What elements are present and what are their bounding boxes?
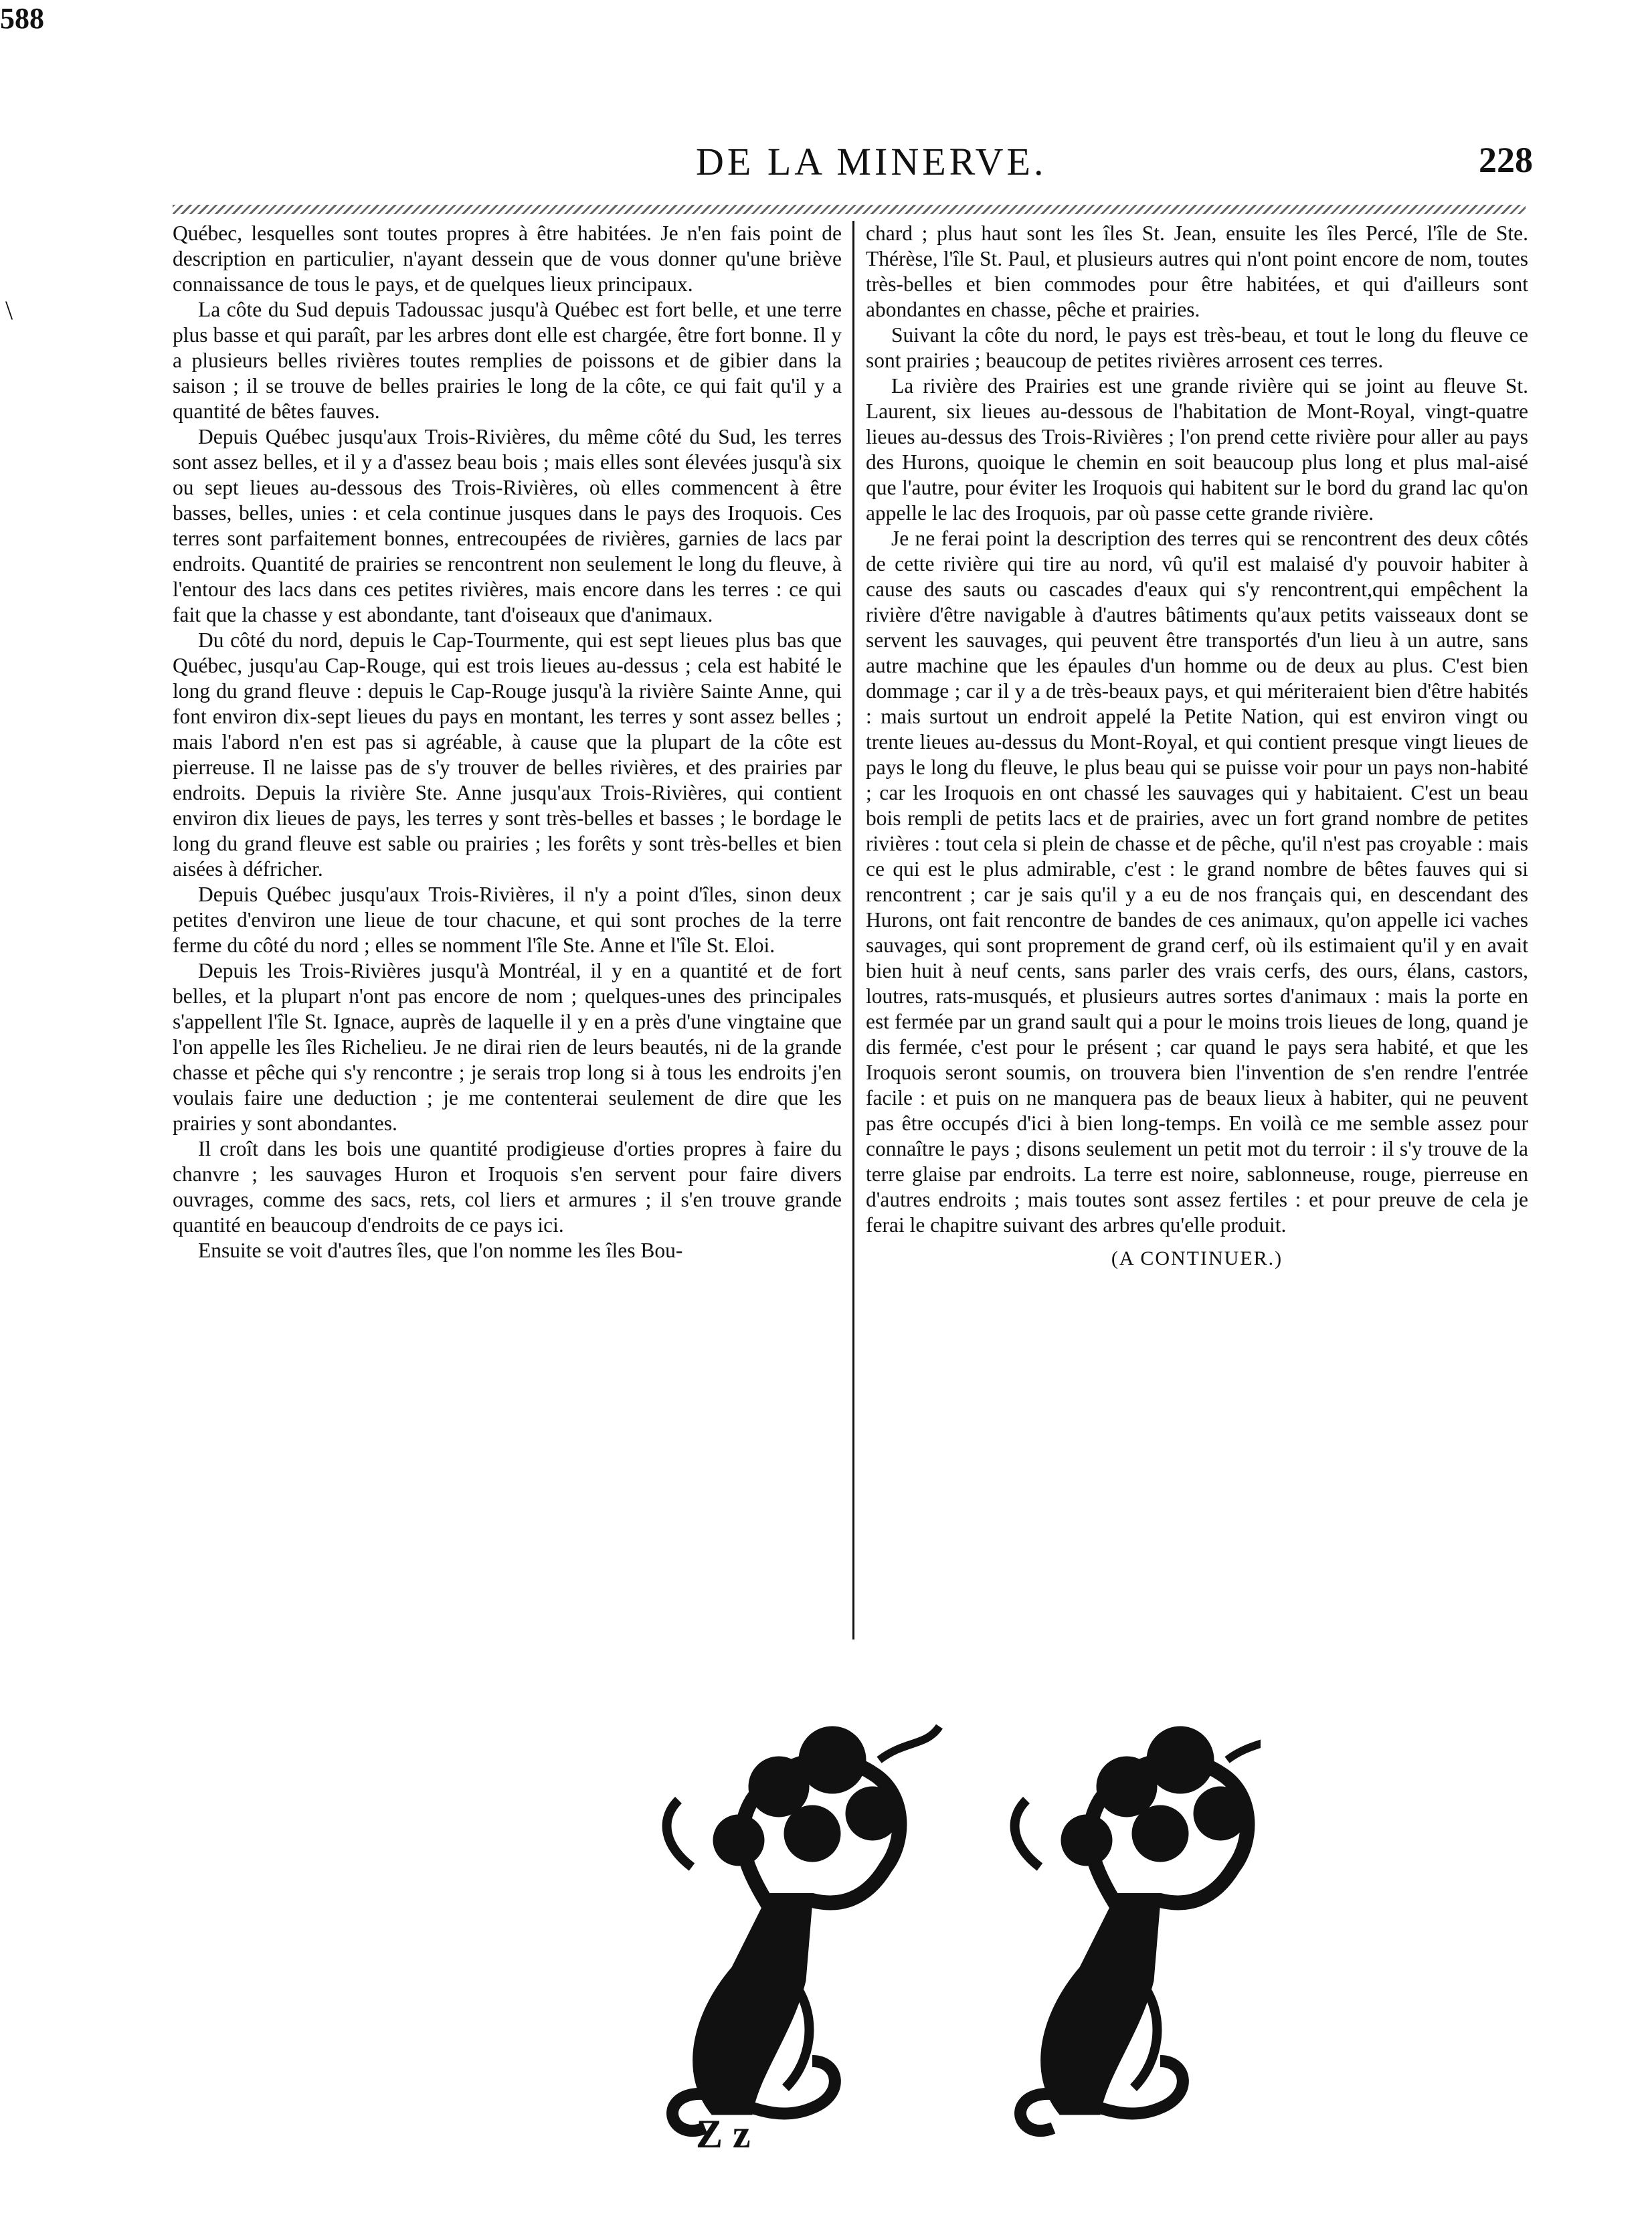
page-number: 228	[1479, 140, 1533, 180]
right-column	[866, 221, 1528, 1271]
paragraph: La côte du Sud depuis Tadoussac jusqu'à Québec est fort belle, et une terre plus basse et qui paraît, par les arbres dont elle est chargée, être fort bonne. Il y a plusieurs belles rivières toutes remplies de poissons et de gibier dans la saison ; il se trouve de belles prairies le long de la côte, ce qui fait qu'il y a quantité de bêtes fauves.	[173, 298, 842, 423]
paragraph: Depuis les Trois-Rivières jusqu'à Montréal, il y en a quantité et de fort belles, et la plupart n'ont pas encore de nom ; quelques-unes des principales s'appellent l'île St. Ignace, auprès de laquelle il y en a près d'une vingtaine que l'on appelle les îles Richelieu. Je ne dirai rien de leurs beautés, ni de la grande chasse et pêche qui s'y rencontre ; je serais trop long si à tous les endroits j'en voulais faire une deduction ; je me contenterai seulement de dire que les prairies y sont abondantes.	[173, 959, 842, 1135]
paragraph: chard ; plus haut sont les îles St. Jean, ensuite les îles Percé, l'île de Ste. Thérèse, l'île St. Paul, et plusieurs autres qui n'ont point encore de nom, toutes très-belles et bien commodes pour être habitées, et qui d'ailleurs sont abondantes en chasse, pêche et prairies.	[866, 221, 1528, 321]
paragraph: Depuis Québec jusqu'aux Trois-Rivières, du même côté du Sud, les terres sont assez belles, et il y a d'assez beau bois ; mais elles sont élevées jusqu'à six ou sept lieues au-dessous des Trois-Rivières, où elles commencent à être basses, belles, unies : et cela continue jusques dans le pays des Iroquois. Ces terres sont parfaitement bonnes, entrecoupées de rivières, garnies de lacs par endroits. Quantité de prairies se rencontrent non seulement le long du fleuve, à l'entour des lacs dans ces petites rivières, mais encore dans les terres : ce qui fait que la chasse y est abondante, tant d'oiseaux que d'animaux.	[173, 425, 842, 626]
corner-page-mark: 588	[0, 2, 44, 35]
left-column	[173, 221, 842, 1263]
paragraph: Québec, lesquelles sont toutes propres à être habitées. Je n'en fais point de description en particulier, n'ayant dessein que de vous donner qu'une briève connaissance de tous le pays, et de quelques lieux principaux.	[173, 221, 842, 296]
right-cornucopia-icon	[1015, 1726, 1261, 2131]
paragraph: Du côté du nord, depuis le Cap-Tourmente, qui est sept lieues plus bas que Québec, jusqu'au Cap-Rouge, qui est trois lieues au-dessus ; cela est habité le long du grand fleuve : depuis le Cap-Rouge jusqu'à la rivière Sainte Anne, qui font environ dix-sept lieues du pays en montant, les terres y sont assez belles ; mais l'abord n'en est pas si agréable, à cause que la plupart de la côte est pierreuse. Il ne laisse pas de s'y trouver de belles rivières, et des prairies par endroits. Depuis la rivière Ste. Anne jusqu'aux Trois-Rivières, qui contient environ dix lieues de pays, les terres y sont très-belles et basses ; le bordage le long du grand fleuve est sable ou prairies ; les forêts y sont très-belles et bien aisées à défricher.	[173, 628, 842, 881]
continued-note: (A CONTINUER.)	[1111, 1247, 1283, 1269]
left-cornucopia-icon	[667, 1726, 939, 2131]
margin-mark: \	[5, 295, 13, 325]
header-rule	[173, 205, 1526, 214]
paragraph: Suivant la côte du nord, le pays est très-beau, et tout le long du fleuve ce sont prairies ; beaucoup de petites rivières arrosent ces terres.	[866, 323, 1528, 372]
cornucopia-ornament-icon	[591, 1700, 1261, 2168]
running-head: DE LA MINERVE.	[696, 140, 1047, 183]
paragraph: Je ne ferai point la description des terres qui se rencontrent des deux côtés de cette rivière qui tire au nord, vû qu'il est malaisé d'y pouvoir habiter à cause des sauts ou cascades d'eaux qui s'y rencontrent,qui empêchent la rivière d'être navigable à d'autres bâtiments qu'aux petits vaisseaux dont se servent les sauvages, qui peuvent être transportés d'un lieu à un autre, sans autre machine que les épaules d'un homme ou de deux au plus. C'est bien dommage ; car il y a de très-beaux pays, et qui mériteraient bien d'être habités : mais surtout un endroit appelé la Petite Nation, qui est environ vingt ou trente lieues au-dessus du Mont-Royal, et qui contient presque vingt lieues de pays le long du fleuve, le plus beau qui se puisse voir pour un pays non-habité ; car les Iroquois en ont chassé les sauvages qui y habitaient. C'est un beau bois rempli de petits lacs et de prairies, avec un fort grand nombre de petites rivières : tout cela si plein de chasse et de pêche, qu'il n'est pas croyable : mais ce qui est le plus admirable, c'est : le grand nombre de bêtes fauves qui si rencontrent ; car je sais qu'il y a eu de nos français qui, en descendant des Hurons, ont fait rencontre de bandes de ces animaux, qu'on appelle ici vaches sauvages, qui sont proprement de grand cerf, où ils estimaient qu'il y en avait bien huit à neuf cents, sans parler des vrais cerfs, des ours, élans, castors, loutres, rats-musqués, et plusieurs autres sortes d'animaux : mais la porte en est fermée par un grand sault qui a pour le moins trois lieues de long, quand je dis fermée, c'est pour le présent ; car quand le pays sera habité, et que les Iroquois seront soumis, on trouvera bien l'invention de s'en rendre l'entrée facile : et puis on ne manquera pas de beaux lieux à habiter, qui ne peuvent pas être occupés d'ici à bien long-temps. En voilà ce me semble assez pour connaître le pays ; disons seulement un petit mot du terroir : il s'y trouve de la terre glaise par endroits. La terre est noire, sablonneuse, rouge, pierreuse en d'autres endroits ; mais toutes sont assez fertiles : et pour preuve de cela je ferai le chapitre suivant des arbres qu'elle produit.	[866, 527, 1528, 1237]
paragraph: Depuis Québec jusqu'aux Trois-Rivières, il n'y a point d'îles, sinon deux petites d'environ une lieue de tour chacune, et qui sont proches de la terre ferme du côté du nord ; elles se nomment l'île Ste. Anne et l'île St. Eloi.	[173, 883, 842, 957]
paragraph: La rivière des Prairies est une grande rivière qui se joint au fleuve St. Laurent, six lieues au-dessous de l'habitation de Mont-Royal, vingt-quatre lieues au-dessus des Trois-Rivières ; l'on prend cette rivière pour aller au pays des Hurons, quoique le chemin en soit beaucoup plus long et plus mal-aisé que l'autre, pour éviter les Iroquois qui habitent sur le bord du grand lac qu'on appelle le lac des Iroquois, par où passe cette grande rivière.	[866, 374, 1528, 525]
signature-mark: Z z	[696, 2112, 751, 2156]
paragraph: Ensuite se voit d'autres îles, que l'on nomme les îles Bou-	[198, 1239, 683, 1262]
paragraph: Il croît dans les bois une quantité prodigieuse d'orties propres à faire du chanvre ; les sauvages Huron et Iroquois s'en servent pour faire divers ouvrages, comme des sacs, rets, col liers et armures ; il s'en trouve grande quantité en beaucoup d'endroits de ce pays ici.	[173, 1137, 842, 1237]
column-divider	[852, 221, 854, 1639]
